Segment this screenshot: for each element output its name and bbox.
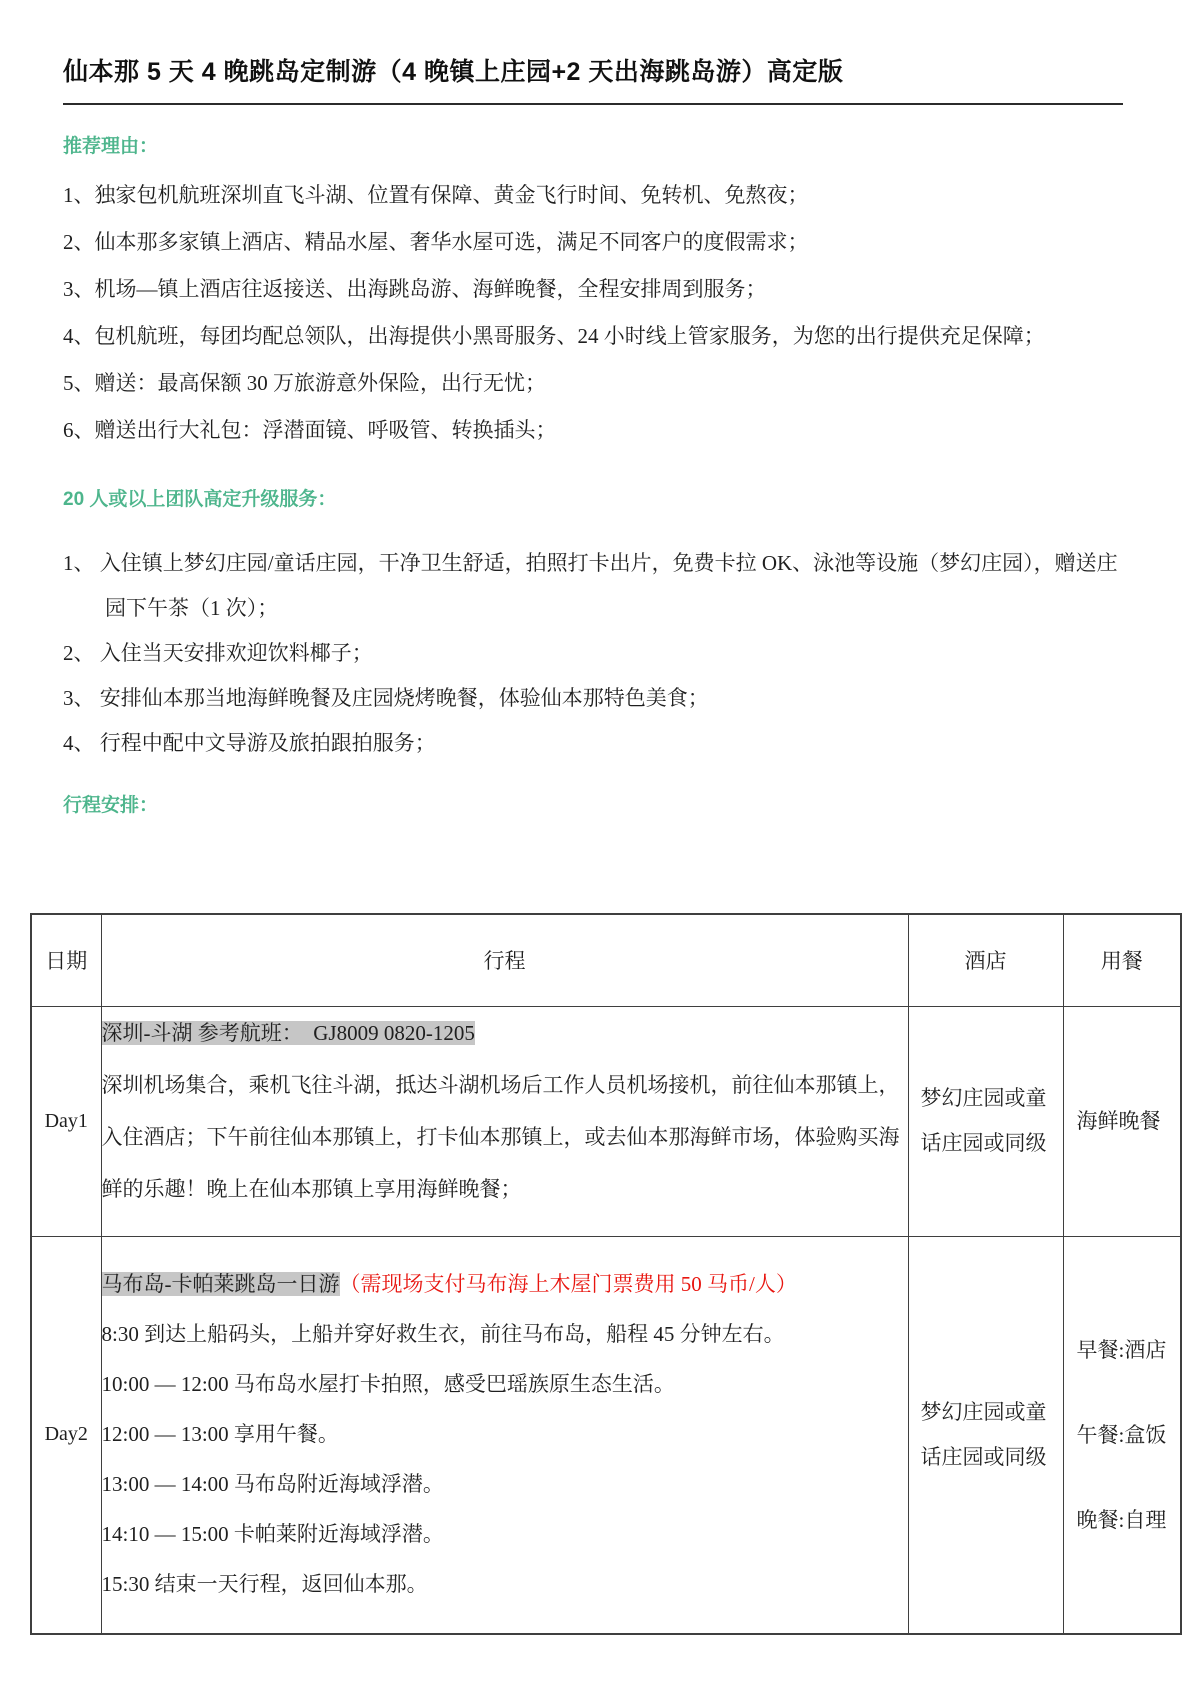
list-item: 4、包机航班，每团均配总领队，出海提供小黑哥服务、24 小时线上管家服务，为您的出行提供充足保障； xyxy=(63,324,1045,348)
page-title: 仙本那 5 天 4 晚跳岛定制游（4 晚镇上庄园+2 天出海跳岛游）高定版 xyxy=(63,52,1123,105)
list-item: 6、赠送出行大礼包：浮潜面镜、呼吸管、转换插头； xyxy=(63,418,557,442)
table-header-row xyxy=(31,914,1181,1006)
schedule-line: 8:30 到达上船码头，上船并穿好救生衣，前往马布岛，船程 45 分钟左右。 xyxy=(101,1321,785,1346)
upgrade-list xyxy=(63,541,1123,766)
column-header-hotel: 酒店 xyxy=(908,914,1063,1006)
meal-item: 早餐:酒店 xyxy=(1076,1337,1167,1362)
table-row-day2 xyxy=(31,1236,1181,1634)
flight-info-line xyxy=(102,1007,908,1059)
schedule-line: 12:00 — 13:00 享用午餐。 xyxy=(101,1421,339,1446)
list-item: 1、 入住镇上梦幻庄园/童话庄园，干净卫生舒适，拍照打卡出片，免费卡拉 OK、泳池等设施（梦幻庄园），赠送庄园下午茶（1 次）； xyxy=(63,551,1118,620)
meals-cell-day2 xyxy=(1063,1236,1181,1634)
list-item: 2、 入住当天安排欢迎饮料椰子； xyxy=(63,641,373,665)
schedule-line: 13:00 — 14:00 马布岛附近海域浮潜。 xyxy=(101,1471,444,1496)
itinerary-cell-day1 xyxy=(101,1006,908,1236)
meals-cell-day1 xyxy=(1063,1006,1181,1236)
meal-item: 晚餐:自理 xyxy=(1076,1507,1167,1532)
list-item: 4、 行程中配中文导游及旅拍跟拍服务； xyxy=(63,731,436,755)
day-label: Day1 xyxy=(31,1006,101,1236)
meals-list xyxy=(1064,1336,1181,1534)
list-item: 3、 安排仙本那当地海鲜晚餐及庄园烧烤晚餐，体验仙本那特色美食； xyxy=(63,686,709,710)
schedule-line: 10:00 — 12:00 马布岛水屋打卡拍照，感受巴瑶族原生态生活。 xyxy=(101,1371,675,1396)
itinerary-paragraph: 深圳机场集合，乘机飞往斗湖，抵达斗湖机场后工作人员机场接机，前往仙本那镇上，入住酒店；下午前往仙本那镇上，打卡仙本那镇上，或去仙本那海鲜市场，体验购买海鲜的乐趣！晚上在仙本那镇上享用海鲜晚餐； xyxy=(101,1072,900,1201)
meal-item: 海鲜晚餐 xyxy=(1076,1109,1161,1133)
table-row-day1 xyxy=(31,1006,1181,1236)
hotel-cell-day2 xyxy=(908,1236,1063,1634)
column-header-meals: 用餐 xyxy=(1063,914,1181,1006)
hotel-name: 梦幻庄园或童话庄园或同级 xyxy=(920,1399,1047,1469)
section-heading-group-upgrade: 20 人或以上团队高定升级服务： xyxy=(63,489,337,510)
hotel-name: 梦幻庄园或童话庄园或同级 xyxy=(920,1086,1047,1155)
section-heading-reasons: 推荐理由： xyxy=(63,136,159,157)
extra-fee-note: （需现场支付马布海上木屋门票费用 50 马币/人） xyxy=(339,1271,797,1296)
list-item: 2、仙本那多家镇上酒店、精品水屋、奢华水屋可选，满足不同客户的度假需求； xyxy=(63,230,809,254)
list-item: 5、赠送：最高保额 30 万旅游意外保险，出行无忧； xyxy=(63,371,546,395)
list-item: 1、独家包机航班深圳直飞斗湖、位置有保障、黄金飞行时间、免转机、免熬夜； xyxy=(63,183,809,207)
schedule-line: 14:10 — 15:00 卡帕莱附近海域浮潜。 xyxy=(101,1521,444,1546)
list-item: 3、机场—镇上酒店往返接送、出海跳岛游、海鲜晚餐，全程安排周到服务； xyxy=(63,277,767,301)
highlighted-tour-title: 马布岛-卡帕莱跳岛一日游 xyxy=(101,1271,340,1296)
itinerary-table xyxy=(30,913,1182,1635)
reasons-list xyxy=(63,172,1123,454)
hotel-cell-day1 xyxy=(908,1006,1063,1236)
meal-item: 午餐:盒饭 xyxy=(1076,1422,1167,1447)
day-label: Day2 xyxy=(31,1236,101,1634)
itinerary-cell-day2 xyxy=(101,1236,908,1634)
schedule-line: 15:30 结束一天行程，返回仙本那。 xyxy=(101,1571,428,1596)
tour-title-line xyxy=(102,1259,908,1309)
highlighted-flight-text: 深圳-斗湖 参考航班： GJ8009 0820-1205 xyxy=(101,1020,475,1045)
column-header-itinerary: 行程 xyxy=(101,914,908,1006)
section-heading-itinerary: 行程安排： xyxy=(63,795,159,816)
column-header-date: 日期 xyxy=(31,914,101,1006)
